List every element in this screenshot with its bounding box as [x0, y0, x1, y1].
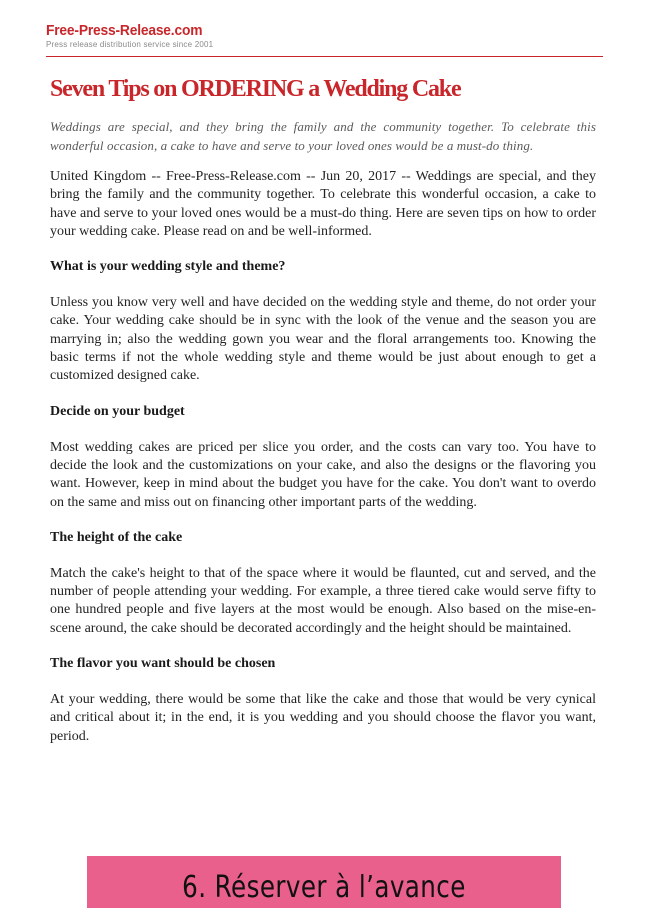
header-divider — [46, 56, 603, 57]
overlay-banner — [87, 856, 561, 908]
site-logo[interactable]: Free-Press-Release.com — [46, 22, 203, 39]
section-heading-height: The height of the cake — [50, 529, 183, 545]
article-summary: Weddings are special, and they bring the family and the community together. To celebrate this wonderful occasion, a cake to have and serve to your loved ones would be a must-do thing. — [50, 119, 596, 153]
section-heading-budget: Decide on your budget — [50, 403, 185, 419]
article-body — [50, 74, 596, 746]
section-text-flavor: At your wedding, there would be some that like the cake and those that would be very cynical and critical about it; in the end, it is you wedding and you should choose the flavor you want, period. — [50, 692, 596, 744]
section-text-budget: Most wedding cakes are priced per slice you order, and the costs can vary too. You have to decide the look and the customizations on your cake, and also the designs or the flavoring you want. However, keep in mind about the budget you have for the cake. You don't want to overdo on the same and miss out on financing other important parts of the wedding. — [50, 439, 596, 510]
site-header — [46, 22, 602, 50]
section-heading-flavor: The flavor you want should be chosen — [50, 656, 276, 672]
section-heading-style: What is your wedding style and theme? — [50, 259, 286, 275]
article-title: Seven Tips on ORDERING a Wedding Cake — [50, 76, 461, 102]
site-tagline: Press release distribution service since 2001 — [46, 40, 214, 49]
article-intro: United Kingdom -- Free-Press-Release.com -- Jun 20, 2017 -- Weddings are special, and they bring the family and the community together. To celebrate this wonderful occasion, a cake to have and serve to your loved ones would be a must-do thing. Here are seven tips on how to order your wedding cake. Please read on and be well-informed. — [50, 169, 596, 239]
banner-caption: 6. Réserver à l’avance — [182, 869, 466, 905]
section-text-height: Match the cake's height to that of the space where it would be flaunted, cut and served, and the number of people attending your wedding. For example, a three tiered cake would serve fifty to one hundred people and five layers at the most would be enough. Also based on the mise-en-scene around, the cake should be decorated accordingly and the height should be maintained. — [50, 565, 596, 636]
section-text-style: Unless you know very well and have decided on the wedding style and theme, do not order your cake. Your wedding cake should be in sync with the look of the venue and the season you are marrying in; also the wedding gown you wear and the floral arrangements too. Knowing the basic terms if not the whole wedding style and theme would be just about enough to get a customized designed cake. — [50, 295, 596, 384]
